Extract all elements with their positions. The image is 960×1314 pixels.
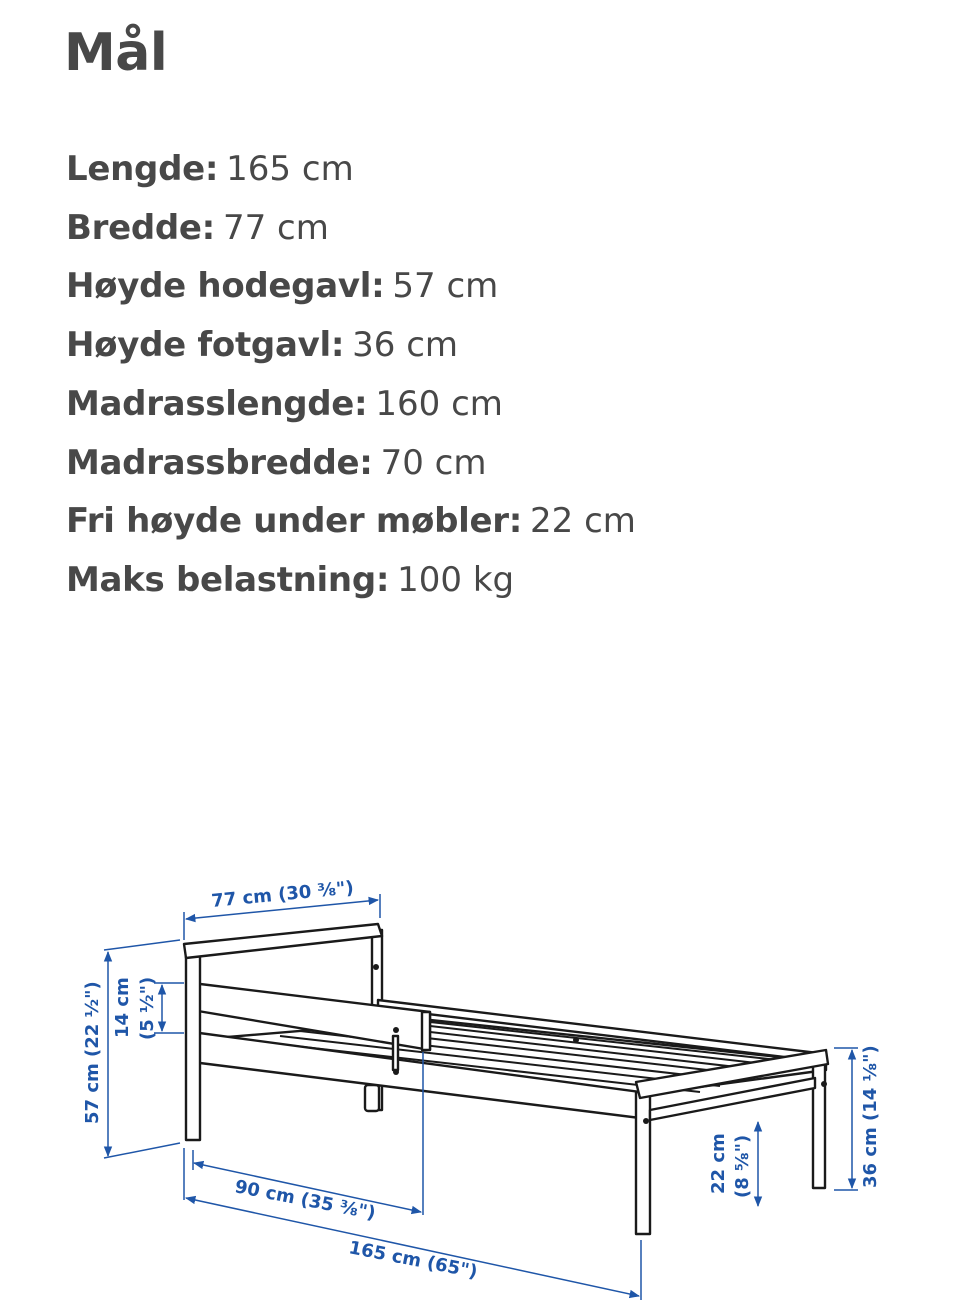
dim-label-rail-height-cm: 14 cm xyxy=(112,977,133,1038)
spec-row-mattress-length xyxy=(66,375,636,434)
dim-label-rail-length: 90 cm (35 ⅜") xyxy=(233,1176,378,1225)
spec-row-mattress-width xyxy=(66,434,636,493)
spec-value: 165 cm xyxy=(226,149,354,189)
dim-label-rail-height-in: (5 ½") xyxy=(137,976,158,1040)
spec-row-max-load xyxy=(66,551,636,610)
spec-value: 22 cm xyxy=(530,501,636,542)
spec-label: Høyde fotgavl: xyxy=(66,325,345,366)
spec-value: 36 cm xyxy=(352,325,459,366)
spec-row-width xyxy=(66,199,636,258)
spec-label: Madrasslengde: xyxy=(66,383,368,424)
spec-row-clearance xyxy=(66,492,636,551)
dim-label-width: 77 cm (30 ⅜") xyxy=(210,877,355,912)
spec-row-length xyxy=(66,140,636,199)
page-title: Mål xyxy=(64,23,168,83)
dim-label-footboard-height: 36 cm (14 ⅛") xyxy=(860,1045,881,1188)
spec-label: Lengde: xyxy=(66,149,219,189)
spec-label: Fri høyde under møbler: xyxy=(66,501,522,542)
spec-value: 57 cm xyxy=(392,266,499,307)
spec-value: 77 cm xyxy=(222,207,329,248)
spec-label: Bredde: xyxy=(66,207,215,248)
dim-label-clearance-cm: 22 cm xyxy=(708,1133,729,1194)
spec-label: Maks belastning: xyxy=(66,559,390,600)
dim-label-total-length: 165 cm (65") xyxy=(347,1237,480,1283)
spec-value: 70 cm xyxy=(380,442,487,483)
dim-label-clearance-in: (8 ⅝") xyxy=(732,1134,753,1198)
dim-label-headboard-height: 57 cm (22 ½") xyxy=(82,981,103,1124)
spec-row-headboard-height xyxy=(66,257,636,316)
spec-value: 100 kg xyxy=(397,559,515,600)
spec-value: 160 cm xyxy=(375,383,503,424)
bed-dimension-diagram xyxy=(0,860,960,1314)
spec-label: Høyde hodegavl: xyxy=(66,266,385,307)
dimension-spec-list xyxy=(66,140,636,610)
spec-row-footboard-height xyxy=(66,316,636,375)
spec-label: Madrassbredde: xyxy=(66,442,373,483)
